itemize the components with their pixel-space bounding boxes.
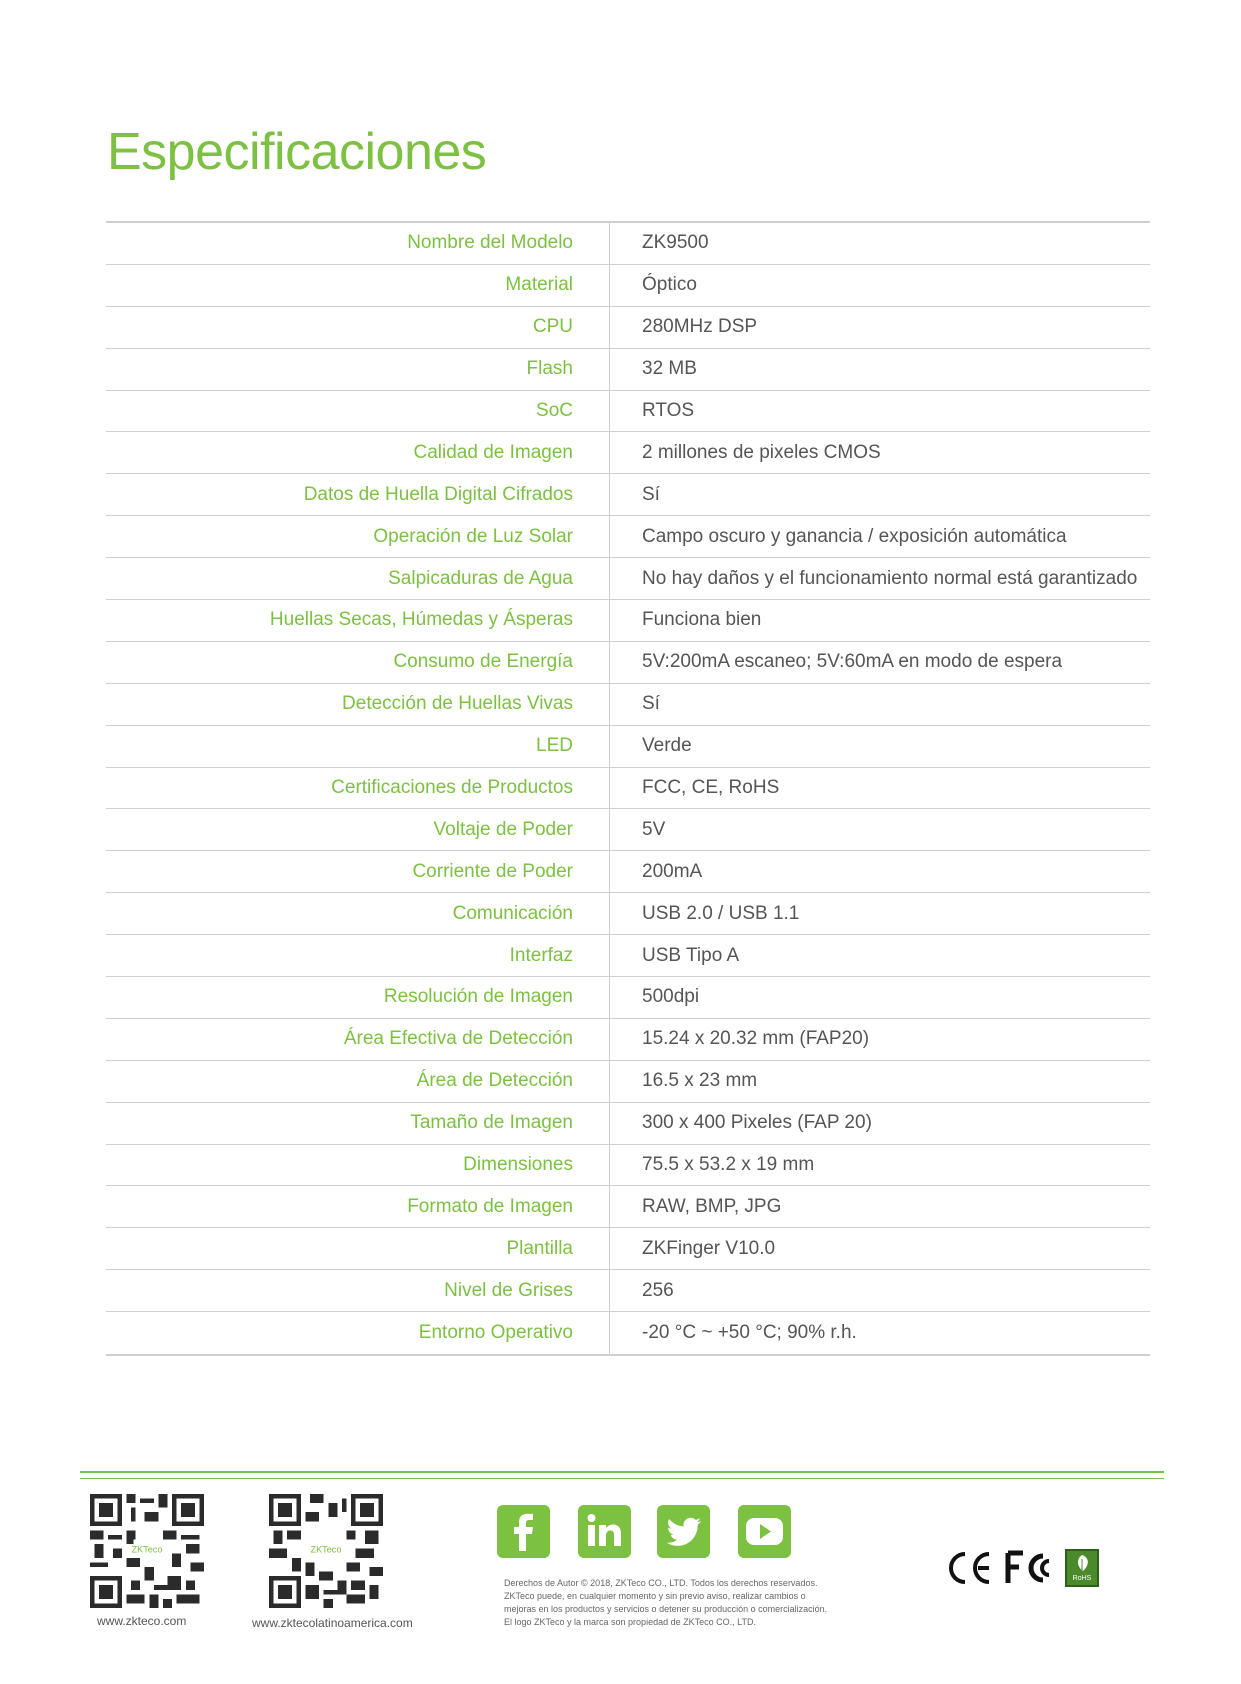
spec-value: Sí bbox=[642, 693, 660, 715]
copyright-line: El logo ZKTeco y la marca son propiedad de ZKTeco CO., LTD. bbox=[504, 1617, 756, 1627]
spec-label: Dimensiones bbox=[106, 1145, 610, 1186]
spec-label: Detección de Huellas Vivas bbox=[106, 684, 610, 725]
facebook-icon[interactable] bbox=[497, 1505, 550, 1558]
spec-row bbox=[106, 1270, 1150, 1312]
page-title: Especificaciones bbox=[107, 123, 487, 181]
spec-value: RAW, BMP, JPG bbox=[642, 1195, 782, 1217]
spec-row bbox=[106, 474, 1150, 516]
spec-value: 5V bbox=[642, 818, 666, 840]
spec-value: 200mA bbox=[642, 860, 703, 882]
spec-label: Interfaz bbox=[106, 935, 610, 976]
spec-value: 280MHz DSP bbox=[642, 316, 758, 338]
spec-value: Verde bbox=[642, 735, 692, 757]
spec-label: Salpicaduras de Agua bbox=[106, 558, 610, 599]
spec-row bbox=[106, 851, 1150, 893]
spec-value: 2 millones de pixeles CMOS bbox=[642, 441, 881, 463]
spec-value: Óptico bbox=[642, 274, 697, 296]
svg-text:RoHS: RoHS bbox=[1072, 1575, 1092, 1582]
spec-value: 300 x 400 Pixeles (FAP 20) bbox=[642, 1112, 872, 1134]
spec-row bbox=[106, 1103, 1150, 1145]
spec-row bbox=[106, 516, 1150, 558]
linkedin-icon[interactable] bbox=[578, 1505, 631, 1558]
qr-code-zktecolatinoamerica bbox=[269, 1494, 383, 1608]
footer-divider bbox=[80, 1471, 1164, 1479]
svg-text:ZKTeco: ZKTeco bbox=[310, 1544, 342, 1555]
spec-row bbox=[106, 726, 1150, 768]
spec-value: RTOS bbox=[642, 400, 695, 421]
spec-row bbox=[106, 265, 1150, 307]
spec-label: Entorno Operativo bbox=[106, 1312, 610, 1354]
spec-label: Certificaciones de Productos bbox=[106, 768, 610, 809]
twitter-icon[interactable] bbox=[657, 1505, 710, 1558]
spec-row bbox=[106, 935, 1150, 977]
spec-value: Funciona bien bbox=[642, 609, 762, 631]
spec-row bbox=[106, 1145, 1150, 1187]
spec-table bbox=[106, 221, 1150, 1356]
copyright-line: Derechos de Autor © 2018, ZKTeco CO., LTD. Todos los derechos reservados. bbox=[504, 1578, 818, 1588]
spec-value: 32 MB bbox=[642, 358, 697, 380]
spec-value: 500dpi bbox=[642, 986, 700, 1008]
spec-value: Sí bbox=[642, 483, 660, 505]
certification-marks bbox=[945, 1548, 1099, 1588]
copyright-line: mejoras en los productos y servicios o detener su producción o comercialización. bbox=[504, 1604, 828, 1614]
spec-value: 75.5 x 53.2 x 19 mm bbox=[642, 1154, 815, 1176]
spec-row bbox=[106, 223, 1150, 265]
spec-label: Resolución de Imagen bbox=[106, 977, 610, 1018]
spec-value: USB Tipo A bbox=[642, 944, 740, 966]
spec-label: Comunicación bbox=[106, 893, 610, 934]
spec-row bbox=[106, 977, 1150, 1019]
svg-text:ZKTeco: ZKTeco bbox=[131, 1544, 163, 1555]
spec-value: ZK9500 bbox=[642, 232, 709, 254]
spec-label: Voltaje de Poder bbox=[106, 809, 610, 850]
spec-value: 256 bbox=[642, 1279, 674, 1301]
spec-label: CPU bbox=[106, 307, 610, 348]
qr-code-zkteco bbox=[90, 1494, 204, 1608]
spec-value: 16.5 x 23 mm bbox=[642, 1070, 758, 1092]
spec-label: Nombre del Modelo bbox=[106, 223, 610, 264]
spec-label: Huellas Secas, Húmedas y Ásperas bbox=[106, 600, 610, 641]
spec-value: -20 °C ~ +50 °C; 90% r.h. bbox=[642, 1322, 857, 1344]
copyright-notice bbox=[504, 1577, 884, 1629]
spec-label: Operación de Luz Solar bbox=[106, 516, 610, 557]
spec-row bbox=[106, 558, 1150, 600]
spec-label: Datos de Huella Digital Cifrados bbox=[106, 474, 610, 515]
spec-row bbox=[106, 391, 1150, 433]
spec-label: SoC bbox=[106, 391, 610, 432]
spec-row bbox=[106, 809, 1150, 851]
spec-value: 5V:200mA escaneo; 5V:60mA en modo de espera bbox=[642, 651, 1063, 673]
ce-mark bbox=[945, 1550, 995, 1586]
spec-label: Plantilla bbox=[106, 1228, 610, 1269]
spec-value: No hay daños y el funcionamiento normal está garantizado bbox=[642, 567, 1138, 589]
spec-value: Campo oscuro y ganancia / exposición automática bbox=[642, 525, 1067, 547]
spec-row bbox=[106, 1312, 1150, 1354]
spec-label: Flash bbox=[106, 349, 610, 390]
spec-label: Formato de Imagen bbox=[106, 1186, 610, 1227]
spec-row bbox=[106, 768, 1150, 810]
spec-row bbox=[106, 642, 1150, 684]
spec-label: Área de Detección bbox=[106, 1061, 610, 1102]
spec-row bbox=[106, 1061, 1150, 1103]
spec-row bbox=[106, 1228, 1150, 1270]
youtube-icon[interactable] bbox=[738, 1505, 791, 1558]
spec-row bbox=[106, 349, 1150, 391]
rohs-mark bbox=[1065, 1549, 1099, 1587]
spec-label: Corriente de Poder bbox=[106, 851, 610, 892]
spec-row bbox=[106, 684, 1150, 726]
spec-value: USB 2.0 / USB 1.1 bbox=[642, 902, 800, 924]
spec-value: ZKFinger V10.0 bbox=[642, 1237, 776, 1259]
spec-label: Nivel de Grises bbox=[106, 1270, 610, 1311]
fcc-mark bbox=[1005, 1550, 1057, 1586]
spec-value: FCC, CE, RoHS bbox=[642, 777, 780, 799]
spec-label: Material bbox=[106, 265, 610, 306]
spec-value: 15.24 x 20.32 mm (FAP20) bbox=[642, 1028, 870, 1050]
spec-row bbox=[106, 1019, 1150, 1061]
url-zktecolatinoamerica[interactable]: www.zktecolatinoamerica.com bbox=[252, 1616, 413, 1630]
spec-row bbox=[106, 600, 1150, 642]
spec-label: Calidad de Imagen bbox=[106, 432, 610, 473]
spec-label: Área Efectiva de Detección bbox=[106, 1019, 610, 1060]
copyright-line: ZKTeco puede, en cualquier momento y sin previo aviso, realizar cambios o bbox=[504, 1591, 806, 1601]
spec-row bbox=[106, 893, 1150, 935]
spec-row bbox=[106, 432, 1150, 474]
url-zkteco[interactable]: www.zkteco.com bbox=[97, 1614, 187, 1628]
spec-label: LED bbox=[106, 726, 610, 767]
spec-row bbox=[106, 307, 1150, 349]
spec-row bbox=[106, 1186, 1150, 1228]
spec-label: Consumo de Energía bbox=[106, 642, 610, 683]
spec-label: Tamaño de Imagen bbox=[106, 1103, 610, 1144]
